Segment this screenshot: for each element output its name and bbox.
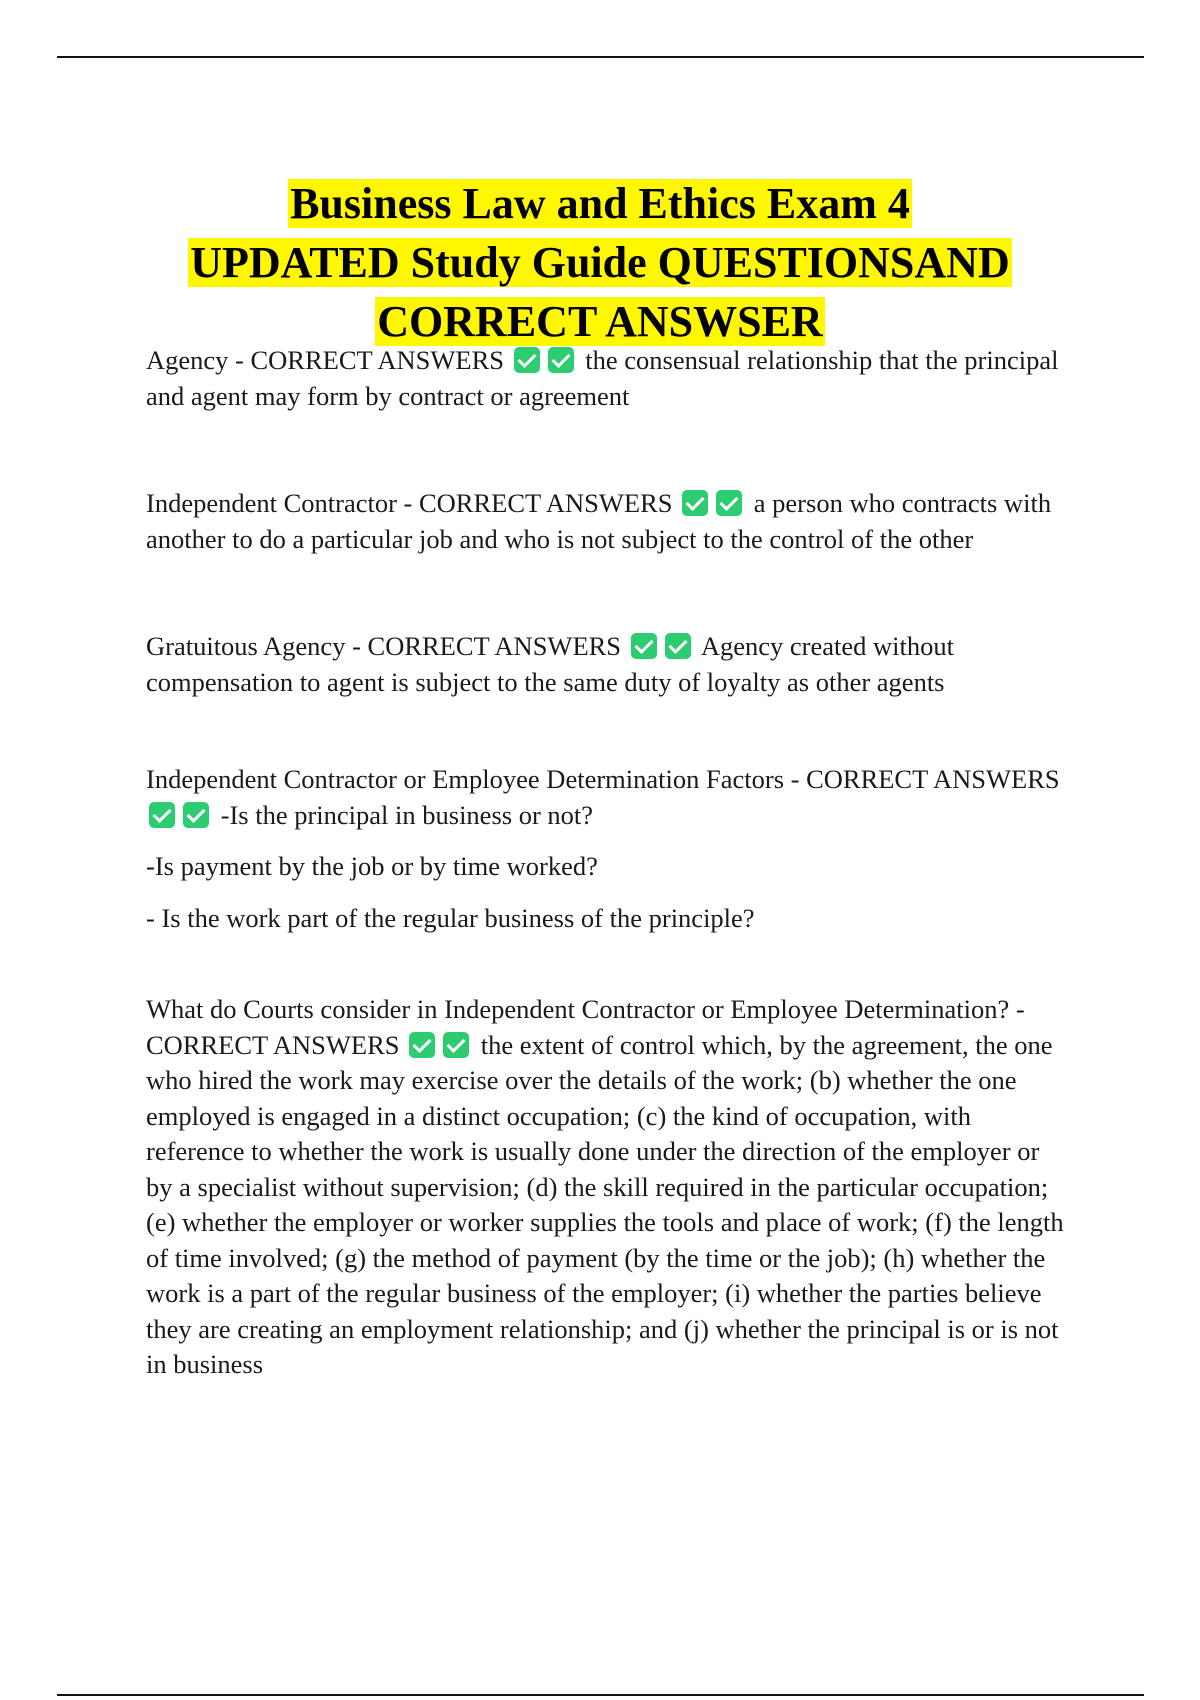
entry-answer: the consensual relationship that the principal and agent may form by contract or agreement [146, 345, 1059, 411]
entry-agency [146, 343, 1066, 414]
entry-term: Gratuitous Agency - CORRECT ANSWERS [146, 631, 622, 661]
entry-gratuitous-agency [146, 629, 1066, 700]
title-line-1: Business Law and Ethics Exam 4 [290, 179, 910, 229]
check-box-icon [548, 347, 574, 373]
entry-text [146, 486, 1066, 557]
bottom-rule [57, 1694, 1144, 1696]
entry-answer: a person who contracts with another to do a particular job and who is not subject to the control of the other [146, 488, 1052, 554]
check-box-icon [514, 347, 540, 373]
entry-independent-contractor [146, 486, 1066, 557]
entry-term: Independent Contractor or Employee Determination Factors - CORRECT ANSWERS [146, 764, 1060, 794]
entry-term: Agency - CORRECT ANSWERS [146, 345, 505, 375]
entry-text [146, 762, 1066, 833]
top-rule [57, 56, 1144, 58]
entry-text [146, 343, 1066, 414]
entry-term: What do Courts consider in Independent Contractor or Employee Determination? - CORRECT ANSWERS [146, 994, 1025, 1060]
entry-text [146, 992, 1066, 1383]
entry-answer: Agency created without compensation to agent is subject to the same duty of loyalty as other agents [146, 631, 954, 697]
check-box-icon [665, 633, 691, 659]
check-box-icon [682, 490, 708, 516]
check-box-icon [631, 633, 657, 659]
entry-determination-factors [146, 762, 1066, 936]
entry-answer: the extent of control which, by the agreement, the one who hired the work may exercise over the details of the work; (b) whether the one employed is engaged in a distinct occupation; (c) the kind of occupation, with reference to whether the work is usually done under the direction of the employer or by a specialist without supervision; (d) the skill required in the particular occupation; (e) whether the employer or worker supplies the tools and place of work; (f) the length of time involved; (g) the method of payment (by the time or the job); (h) whether the work is a part of the regular business of the employer; (i) whether the parties believe they are creating an employment relationship; and (j) whether the principal is or is not in business [146, 1029, 1064, 1379]
entry-text [146, 629, 1066, 700]
entry-extra-line: -Is payment by the job or by time worked? [146, 851, 598, 881]
check-box-icon [149, 802, 175, 828]
check-box-icon [409, 1032, 435, 1058]
entry-answer: -Is the principal in business or not? [220, 799, 594, 830]
title-line-2: UPDATED Study Guide QUESTIONSAND [190, 238, 1010, 288]
entry-courts-consider [146, 992, 1066, 1383]
check-box-icon [443, 1032, 469, 1058]
check-box-icon [716, 490, 742, 516]
entry-extra-line: - Is the work part of the regular business of the principle? [146, 902, 755, 933]
document-title [60, 174, 1140, 351]
title-line-3: CORRECT ANSWSER [377, 297, 823, 347]
check-box-icon [183, 802, 209, 828]
study-guide-content [146, 343, 1066, 1383]
entry-term: Independent Contractor - CORRECT ANSWERS [146, 488, 673, 518]
